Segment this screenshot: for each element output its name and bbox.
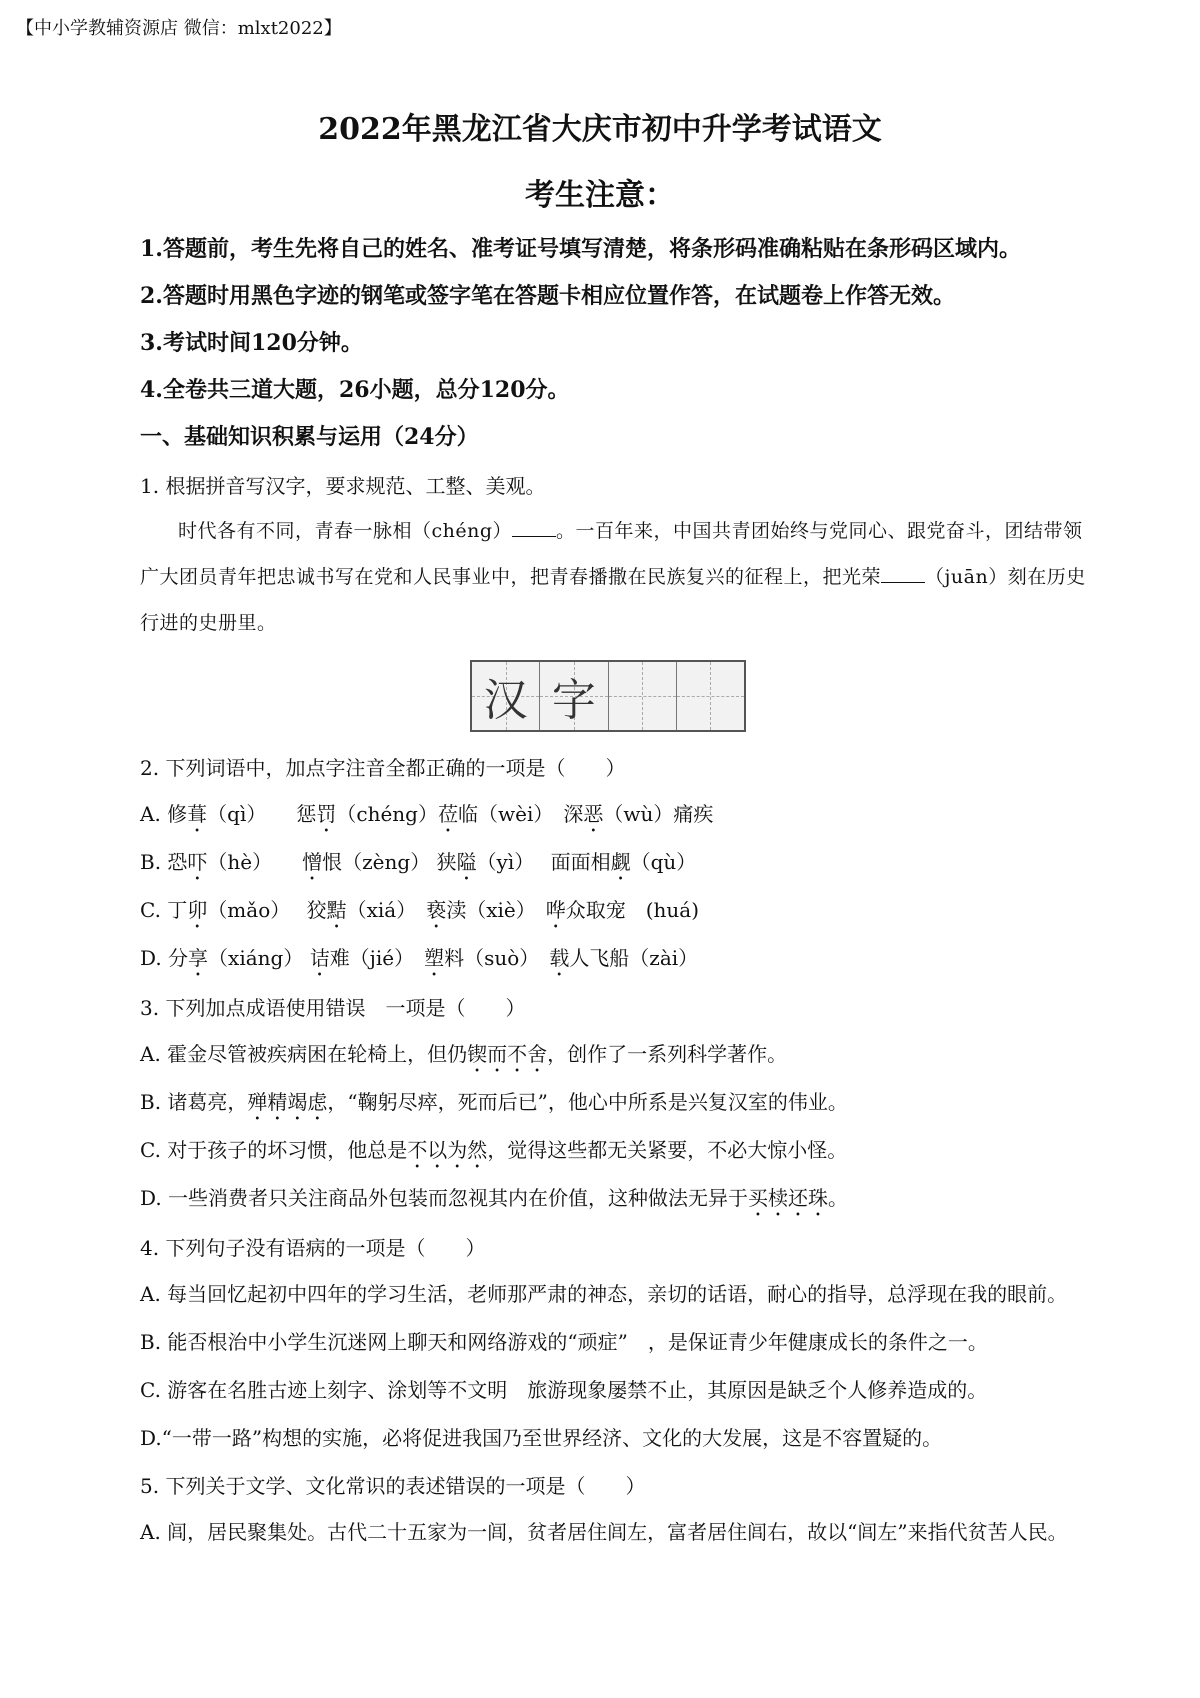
dotted-text: 憎 — [302, 850, 323, 874]
option-text: 渎（xiè） — [446, 898, 546, 922]
question-3-option — [140, 1086, 848, 1125]
question-2-option — [140, 894, 699, 933]
dotted-text: 哗 — [545, 898, 566, 922]
option-text: （mǎo） 狡 — [207, 898, 327, 922]
dotted-text: 殚精竭虑 — [247, 1090, 328, 1114]
dotted-text: 恶 — [583, 802, 604, 826]
option-text: D. 分 — [140, 946, 189, 970]
dotted-text: 卯 — [187, 898, 208, 922]
notice-item: 3.考试时间120分钟。 — [140, 330, 363, 356]
dotted-text: 享 — [188, 946, 209, 970]
question-5-stem: 5. 下列关于文学、文化常识的表述错误的一项是（ ） — [140, 1474, 646, 1498]
question-3-option — [140, 1182, 848, 1221]
option-text: （hè） — [207, 850, 303, 874]
grid-cell — [472, 662, 540, 730]
option-text: （chéng） — [336, 802, 438, 826]
grid-char: 字 — [551, 675, 596, 726]
dotted-text: 觑 — [610, 850, 631, 874]
dotted-text: 黠 — [326, 898, 347, 922]
question-3-stem: 3. 下列加点成语使用错误 一项是（ ） — [140, 996, 526, 1020]
dotted-text: 葺 — [187, 802, 208, 826]
option-text: （qì） 惩 — [207, 802, 317, 826]
option-text: C. 对于孩子的坏习惯，他总是 — [140, 1138, 408, 1162]
question-5-option: A. 闾，居民聚集处。古代二十五家为一闾，贫者居住闾左，富者居住闾右，故以“闾左”来指代贫苦人民。 — [140, 1520, 1068, 1544]
answer-blank — [881, 564, 925, 583]
option-text: A. 霍金尽管被疾病困在轮椅上，但仍 — [140, 1042, 468, 1066]
option-text: 人飞船（zài） — [569, 946, 699, 970]
notice-item: 1.答题前，考生先将自己的姓名、准考证号填写清楚，将条形码准确粘贴在条形码区域内。 — [140, 236, 1021, 262]
option-text: ，觉得这些都无关紧要，不必大惊小怪。 — [487, 1138, 848, 1162]
notice-item: 2.答题时用黑色字迹的钢笔或签字笔在答题卡相应位置作答，在试题卷上作答无效。 — [140, 283, 955, 309]
option-text: （qù） — [630, 850, 697, 874]
option-text: （xiáng） — [208, 946, 310, 970]
option-text: （xiá） — [346, 898, 427, 922]
question-4-stem: 4. 下列句子没有语病的一项是（ ） — [140, 1236, 486, 1260]
grid-char: 汉 — [483, 675, 528, 726]
option-text: B. 恐 — [140, 850, 188, 874]
option-text: （yì） 面面相 — [476, 850, 611, 874]
option-text: C. 丁 — [140, 898, 188, 922]
dotted-text: 莅 — [437, 802, 458, 826]
answer-blank — [512, 518, 556, 537]
option-text: 临（wèi） 深 — [457, 802, 584, 826]
grid-cell — [609, 662, 677, 730]
passage-part: 。一百年来，中国共青团始终与党同心、跟党奋斗，团结带领广大团员青年把忠诚书写在党和人民事业中，把青春播撒在民族复兴的征程上，把光荣 — [140, 520, 1083, 588]
question-4-option: D.“一带一路”构想的实施，必将促进我国乃至世界经济、文化的大发展，这是不容置疑的。 — [140, 1426, 943, 1450]
question-2-stem: 2. 下列词语中，加点字注音全都正确的一项是（ ） — [140, 756, 626, 780]
option-text: ，“鞠躬尽瘁，死而后已”，他心中所系是兴复汉室的伟业。 — [327, 1090, 848, 1114]
question-4-option: A. 每当回忆起初中四年的学习生活，老师那严肃的神态，亲切的话语，耐心的指导，总浮现在我的眼前。 — [140, 1282, 1068, 1306]
option-text: A. 修 — [140, 802, 188, 826]
question-3-option — [140, 1038, 787, 1077]
option-text: 难（jié） — [329, 946, 425, 970]
question-2-option — [140, 798, 713, 837]
question-4-option: B. 能否根治中小学生沉迷网上聊天和网络游戏的“顽症” ，是保证青少年健康成长的条件之一。 — [140, 1330, 988, 1354]
page-title: 2022年黑龙江省大庆市初中升学考试语文 — [318, 112, 882, 147]
dotted-text: 不以为然 — [407, 1138, 488, 1162]
passage-part: 时代各有不同，青春一脉相（chéng） — [178, 520, 513, 542]
option-text: 料（suò） — [444, 946, 550, 970]
section-heading: 一、基础知识积累与运用（24分） — [140, 424, 479, 450]
notice-item: 4.全卷共三道大题，26小题，总分120分。 — [140, 377, 570, 403]
writing-grid — [470, 660, 746, 732]
dotted-text: 锲而不舍 — [467, 1042, 548, 1066]
question-1-stem: 1. 根据拼音写汉字，要求规范、工整、美观。 — [140, 474, 546, 498]
dotted-text: 载 — [549, 946, 570, 970]
option-text: 众取宠 (huá) — [565, 898, 700, 922]
grid-cell — [677, 662, 744, 730]
option-text: （wù）痛疾 — [603, 802, 714, 826]
grid-cell — [540, 662, 608, 730]
dotted-text: 买椟还珠 — [748, 1186, 829, 1210]
option-text: ，创作了一系列科学著作。 — [547, 1042, 788, 1066]
option-text: D. 一些消费者只关注商品外包装而忽视其内在价值，这种做法无异于 — [140, 1186, 749, 1210]
header-note: 【中小学教辅资源店 微信：mlxt2022】 — [16, 18, 342, 39]
dotted-text: 塑 — [424, 946, 445, 970]
question-4-option: C. 游客在名胜古迹上刻字、涂划等不文明 旅游现象屡禁不止，其原因是缺乏个人修养造成的。 — [140, 1378, 988, 1402]
dotted-text: 吓 — [187, 850, 208, 874]
dotted-text: 罚 — [316, 802, 337, 826]
passage-part: （juān）刻在历史行进的史册里。 — [140, 566, 1086, 634]
option-text: 恨（zèng） 狭 — [322, 850, 457, 874]
question-2-option — [140, 846, 696, 885]
dotted-text: 隘 — [456, 850, 477, 874]
dotted-text: 诘 — [309, 946, 330, 970]
option-text: 。 — [828, 1186, 849, 1210]
question-1-passage — [140, 508, 1100, 646]
question-3-option — [140, 1134, 847, 1173]
option-text: B. 诸葛亮， — [140, 1090, 248, 1114]
page-subtitle: 考生注意： — [525, 178, 675, 213]
question-2-option — [140, 942, 698, 981]
dotted-text: 亵 — [426, 898, 447, 922]
